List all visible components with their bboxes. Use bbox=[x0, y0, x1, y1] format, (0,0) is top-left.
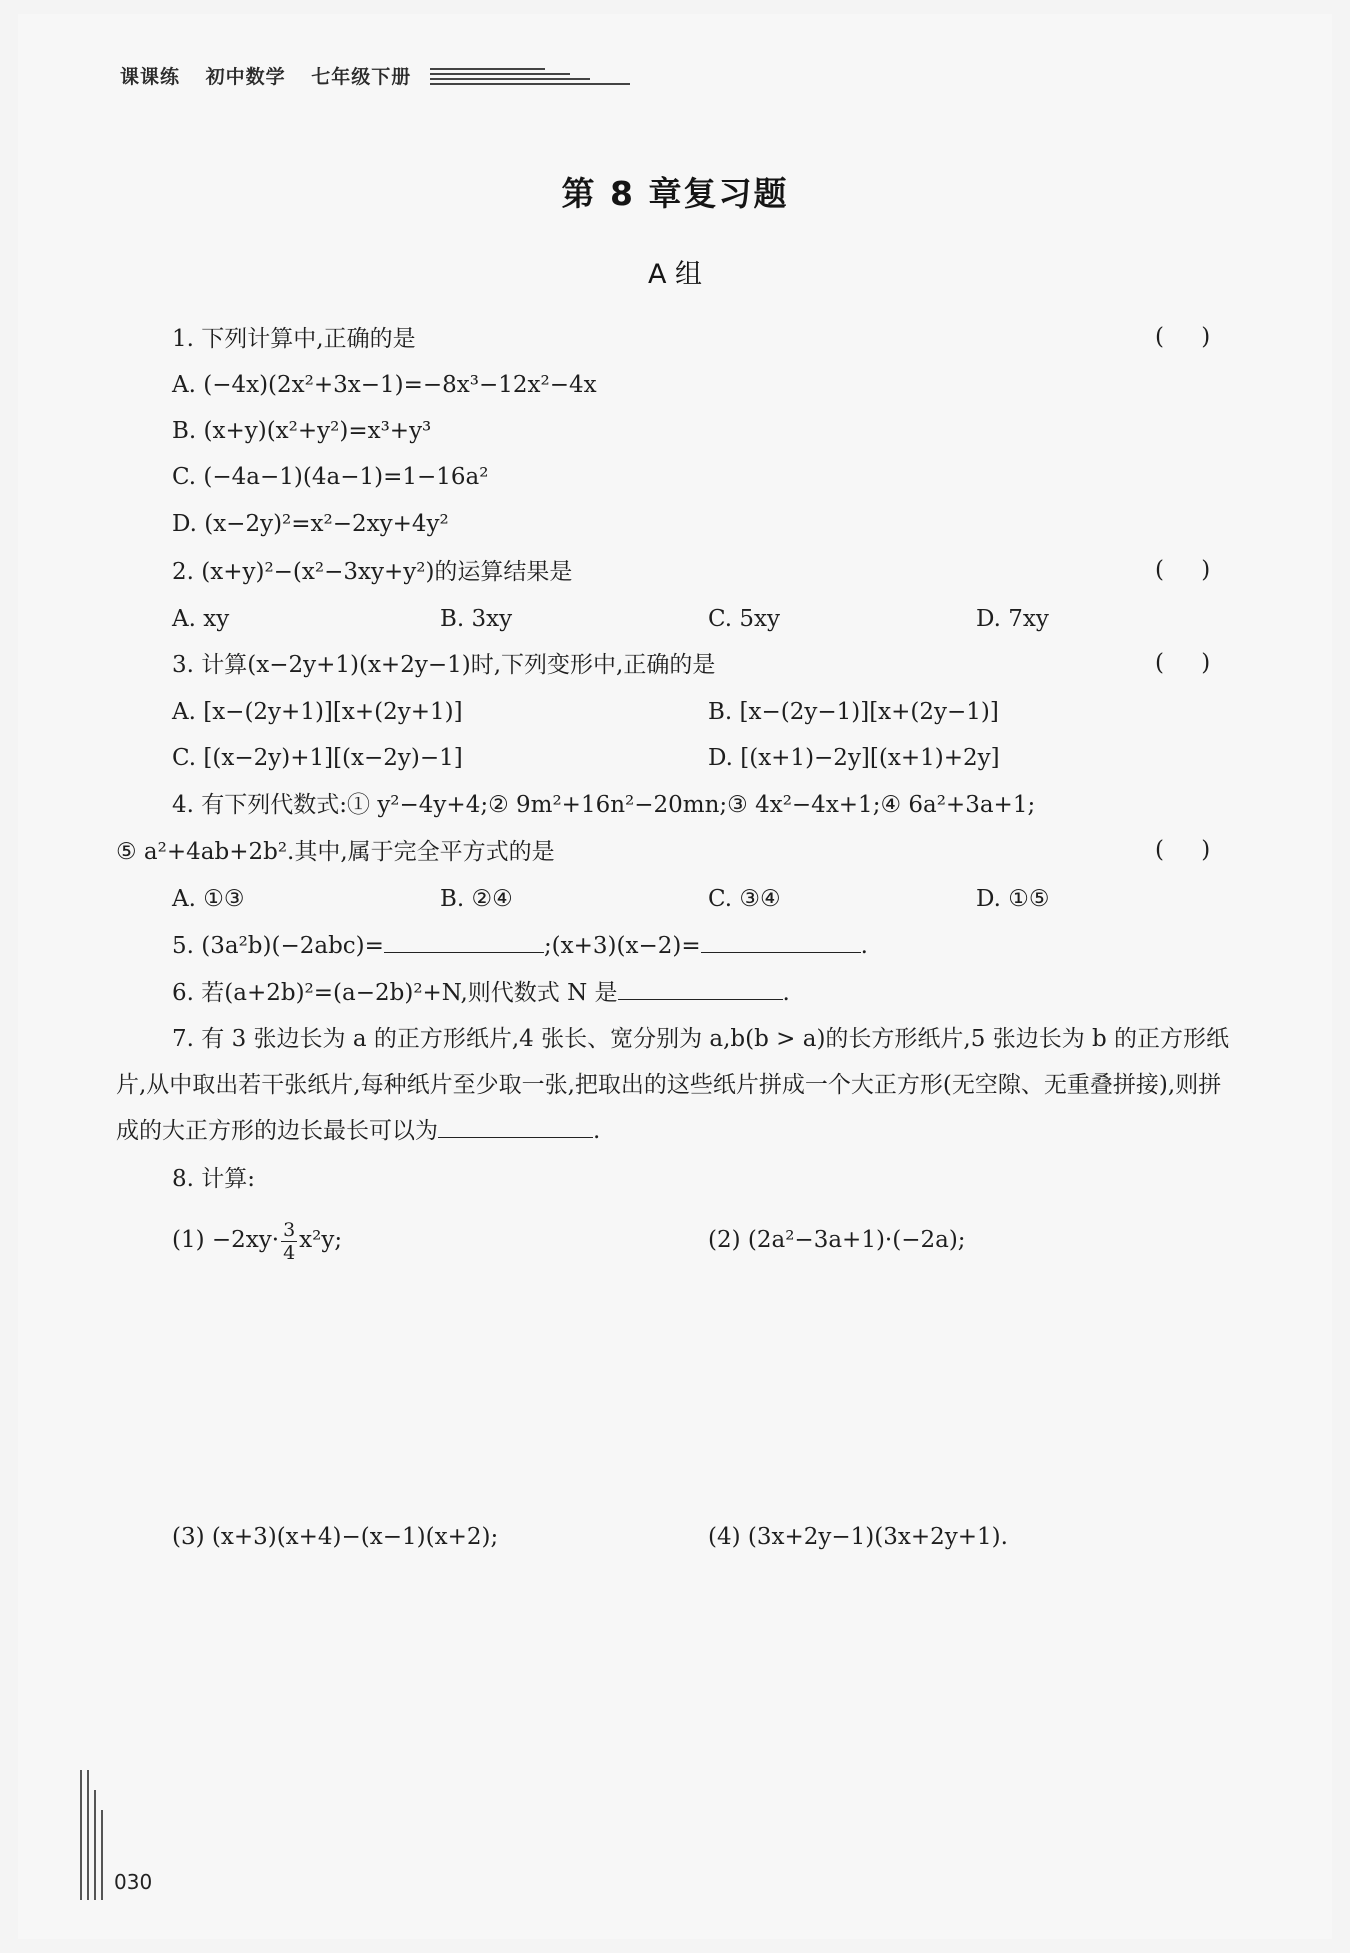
q7-end: . bbox=[593, 1118, 601, 1144]
q5-blank-1[interactable] bbox=[384, 930, 544, 953]
q1-answer-paren: ( ) bbox=[1155, 324, 1211, 350]
header-grade: 七年级下册 bbox=[311, 66, 412, 88]
q3-option-d: D. [(x+1)−2y][(x+1)+2y] bbox=[708, 745, 1000, 771]
q3-option-a: A. [x−(2y+1)][x+(2y+1)] bbox=[172, 699, 463, 725]
q3-option-b: B. [x−(2y−1)][x+(2y−1)] bbox=[708, 699, 999, 725]
margin-decoration-lines bbox=[80, 1770, 110, 1900]
q5-part1: 5. (3a²b)(−2abc)= bbox=[172, 933, 384, 959]
fraction-three-quarters bbox=[281, 1219, 297, 1264]
q2-answer-paren: ( ) bbox=[1155, 557, 1211, 583]
q5-line bbox=[172, 930, 868, 961]
q6-blank[interactable] bbox=[618, 977, 783, 1000]
q4-option-b: B. ②④ bbox=[440, 886, 513, 912]
chapter-title: 第 8 章复习题 bbox=[561, 174, 789, 213]
q3-stem: 3. 计算(x−2y+1)(x+2y−1)时,下列变形中,正确的是 bbox=[172, 652, 716, 678]
q2-option-d: D. 7xy bbox=[976, 606, 1049, 632]
fraction-numerator: 3 bbox=[283, 1218, 296, 1241]
q8-p1-before: (1) −2xy· bbox=[172, 1227, 280, 1253]
q7-text: 7. 有 3 张边长为 a 的正方形纸片,4 张长、宽分别为 a,b(b > a)的长方形纸片,5 张边长为 b 的正方形纸片,从中取出若干张纸片,每种纸片至少取一张,把取出的这些纸片拼成一个大正方形(无空隙、无重叠拼接),则拼成的大正方形的边长最长可以为 bbox=[116, 1026, 1230, 1144]
q4-stem-line1: 4. 有下列代数式:① y²−4y+4;② 9m²+16n²−20mn;③ 4x²−4x+1;④ 6a²+3a+1; bbox=[172, 792, 1036, 818]
q1-option-c: C. (−4a−1)(4a−1)=1−16a² bbox=[172, 464, 489, 490]
section-subtitle: A 组 bbox=[647, 259, 703, 290]
q1-option-d: D. (x−2y)²=x²−2xy+4y² bbox=[172, 511, 449, 537]
q3-answer-paren: ( ) bbox=[1155, 650, 1211, 676]
page-number: 030 bbox=[114, 1870, 153, 1894]
q4-option-d: D. ①⑤ bbox=[976, 886, 1050, 912]
q6-line bbox=[172, 977, 790, 1008]
header-subject: 初中数学 bbox=[205, 66, 286, 88]
q3-option-c: C. [(x−2y)+1][(x−2y)−1] bbox=[172, 745, 463, 771]
q8-p1-after: x²y; bbox=[299, 1227, 343, 1253]
q4-option-a: A. ①③ bbox=[172, 886, 245, 912]
q2-option-c: C. 5xy bbox=[708, 606, 780, 632]
q8-part-1 bbox=[172, 1210, 342, 1270]
q2-option-a: A. xy bbox=[172, 606, 230, 632]
q2-option-b: B. 3xy bbox=[440, 606, 513, 632]
q8-part-3: (3) (x+3)(x+4)−(x−1)(x+2); bbox=[172, 1524, 499, 1550]
q6-text: 6. 若(a+2b)²=(a−2b)²+N,则代数式 N 是 bbox=[172, 980, 618, 1006]
q6-end: . bbox=[782, 980, 790, 1006]
q1-option-a: A. (−4x)(2x²+3x−1)=−8x³−12x²−4x bbox=[172, 372, 597, 398]
q8-stem: 8. 计算: bbox=[172, 1166, 256, 1192]
header-decoration-lines bbox=[430, 68, 630, 88]
q1-option-b: B. (x+y)(x²+y²)=x³+y³ bbox=[172, 418, 432, 444]
q1-stem: 1. 下列计算中,正确的是 bbox=[172, 326, 416, 352]
q8-part-2: (2) (2a²−3a+1)·(−2a); bbox=[708, 1227, 966, 1253]
q8-part-4: (4) (3x+2y−1)(3x+2y+1). bbox=[708, 1524, 1008, 1550]
q4-option-c: C. ③④ bbox=[708, 886, 781, 912]
q7-blank[interactable] bbox=[438, 1115, 593, 1138]
q5-part2: ;(x+3)(x−2)= bbox=[543, 933, 701, 959]
q4-answer-paren: ( ) bbox=[1155, 837, 1211, 863]
q5-blank-2[interactable] bbox=[701, 930, 861, 953]
header-series: 课课练 bbox=[120, 66, 181, 88]
q5-end: . bbox=[860, 933, 868, 959]
fraction-denominator: 4 bbox=[283, 1241, 296, 1264]
q7-paragraph bbox=[116, 1016, 1236, 1154]
q2-stem: 2. (x+y)²−(x²−3xy+y²)的运算结果是 bbox=[172, 559, 573, 585]
q4-stem-line2: ⑤ a²+4ab+2b².其中,属于完全平方式的是 bbox=[116, 839, 555, 865]
running-header bbox=[120, 62, 429, 89]
